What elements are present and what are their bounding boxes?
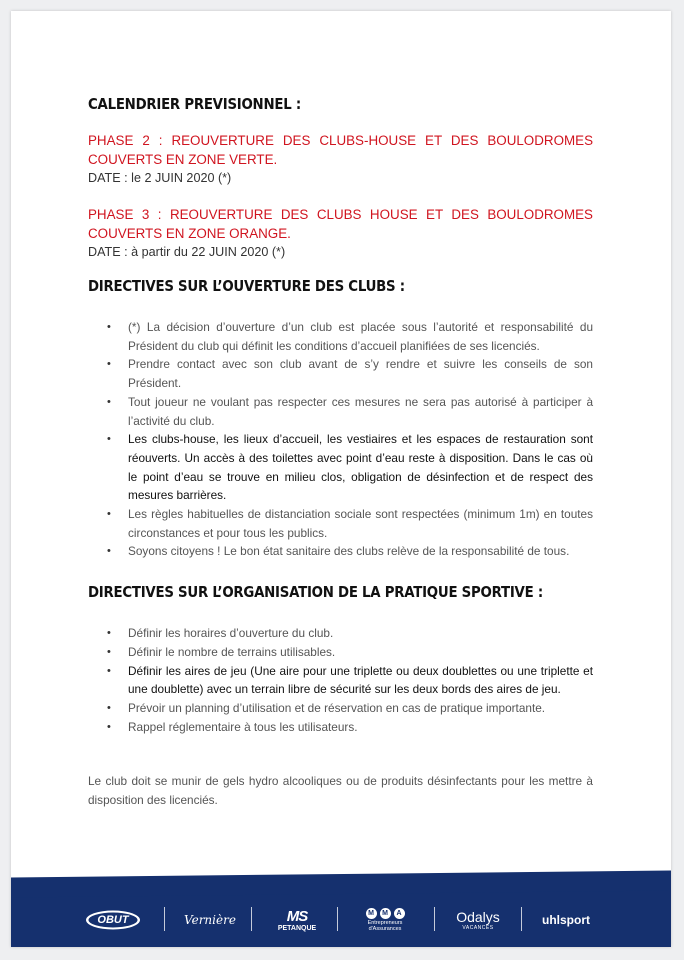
- mma-logo-subtext-2: d'Assurances: [368, 925, 402, 932]
- list-directives-pratique: [88, 624, 593, 736]
- uhlsport-logo-text: uhlsport: [542, 913, 590, 927]
- phase-2-block: [88, 131, 593, 188]
- phase-3-date: DATE : à partir du 22 JUIN 2020 (*): [88, 245, 286, 259]
- obut-logo: [83, 905, 143, 935]
- phase-2-title: PHASE 2 : REOUVERTURE DES CLUBS-HOUSE ET DES BOULODROMES COUVERTS EN ZONE VERTE.: [88, 133, 593, 167]
- list-item: • Définir les horaires d’ouverture du club.: [88, 624, 593, 643]
- verniere-logo-text: Vernière: [184, 913, 236, 927]
- footer-divider: [434, 907, 435, 931]
- list-item: • Soyons citoyens ! Le bon état sanitaire des clubs relève de la responsabilité de tous.: [88, 542, 593, 561]
- heading-directives-clubs: DIRECTIVES SUR L’OUVERTURE DES CLUBS :: [88, 277, 405, 295]
- phase-3-block: [88, 205, 593, 262]
- footer-divider: [251, 907, 252, 931]
- verniere-logo: [179, 905, 241, 935]
- list-item: • Les clubs-house, les lieux d’accueil, les vestiaires et les espaces de restauration sont réouverts. Un accès à des toilettes avec point d’eau reste à disposition. Dans le cas où le point d’eau se trouve en milieu clos, obligation de désinfection et de respect des mesures barrières.: [88, 430, 593, 505]
- obut-logo-text: OBUT: [97, 914, 129, 926]
- mma-logo: [347, 905, 423, 935]
- list-item: • Prendre contact avec son club avant de s’y rendre et suivre les conseils de son Président.: [88, 355, 593, 392]
- ms-logo-text: MS: [286, 907, 308, 925]
- uhlsport-logo: [533, 905, 599, 935]
- odalys-logo-subtext: VACANCES: [462, 924, 494, 931]
- mma-logo-subtext-1: Entrepreneurs: [367, 920, 403, 926]
- odalys-logo-text: Odalys: [456, 908, 500, 925]
- mma-letter: A: [394, 908, 405, 919]
- list-item: • Rappel réglementaire à tous les utilisateurs.: [88, 718, 593, 737]
- list-item: • Prévoir un planning d’utilisation et de réservation en cas de pratique importante.: [88, 699, 593, 718]
- footer-divider: [164, 907, 165, 931]
- mma-logo-circles: [366, 908, 405, 919]
- footer-divider: [521, 907, 522, 931]
- ms-petanque-logo: [267, 905, 327, 935]
- ms-logo-subtext: PETANQUE: [277, 924, 317, 932]
- list-item: • Tout joueur ne voulant pas respecter ces mesures ne sera pas autorisé à participer à l’activité du club.: [88, 393, 593, 430]
- heading-directives-pratique: DIRECTIVES SUR L’ORGANISATION DE LA PRATIQUE SPORTIVE :: [88, 583, 543, 602]
- phase-2-date: DATE : le 2 JUIN 2020 (*): [88, 171, 232, 185]
- footer-divider: [337, 907, 338, 931]
- disinfectant-note: Le club doit se munir de gels hydro alcooliques ou de produits désinfectants pour les mettre à disposition des licenciés.: [88, 774, 593, 808]
- document-body: [88, 95, 593, 810]
- list-item: • Définir le nombre de terrains utilisables.: [88, 643, 593, 662]
- list-item: • Définir les aires de jeu (Une aire pour une triplette ou deux doublettes ou une triplette et une doublette) avec un terrain libre de sécurité sur les deux bords des aires de jeu.: [88, 662, 593, 699]
- list-item: • Les règles habituelles de distanciation sociale sont respectées (minimum 1m) en toutes circonstances et pour tous les publics.: [88, 505, 593, 542]
- mma-letter: M: [366, 908, 377, 919]
- sponsor-footer: [11, 881, 671, 947]
- heading-calendrier: CALENDRIER PREVISIONNEL :: [88, 95, 301, 113]
- list-item: • (*) La décision d’ouverture d’un club est placée sous l’autorité et responsabilité du Président du club qui définit les conditions d’accueil planifiées de ses licenciés.: [88, 318, 593, 355]
- list-directives-clubs: [88, 318, 593, 561]
- phase-3-title: PHASE 3 : REOUVERTURE DES CLUBS HOUSE ET DES BOULODROMES COUVERTS EN ZONE ORANGE.: [88, 207, 593, 241]
- document-page: [11, 11, 671, 947]
- mma-letter: M: [380, 908, 391, 919]
- odalys-logo: [447, 905, 509, 935]
